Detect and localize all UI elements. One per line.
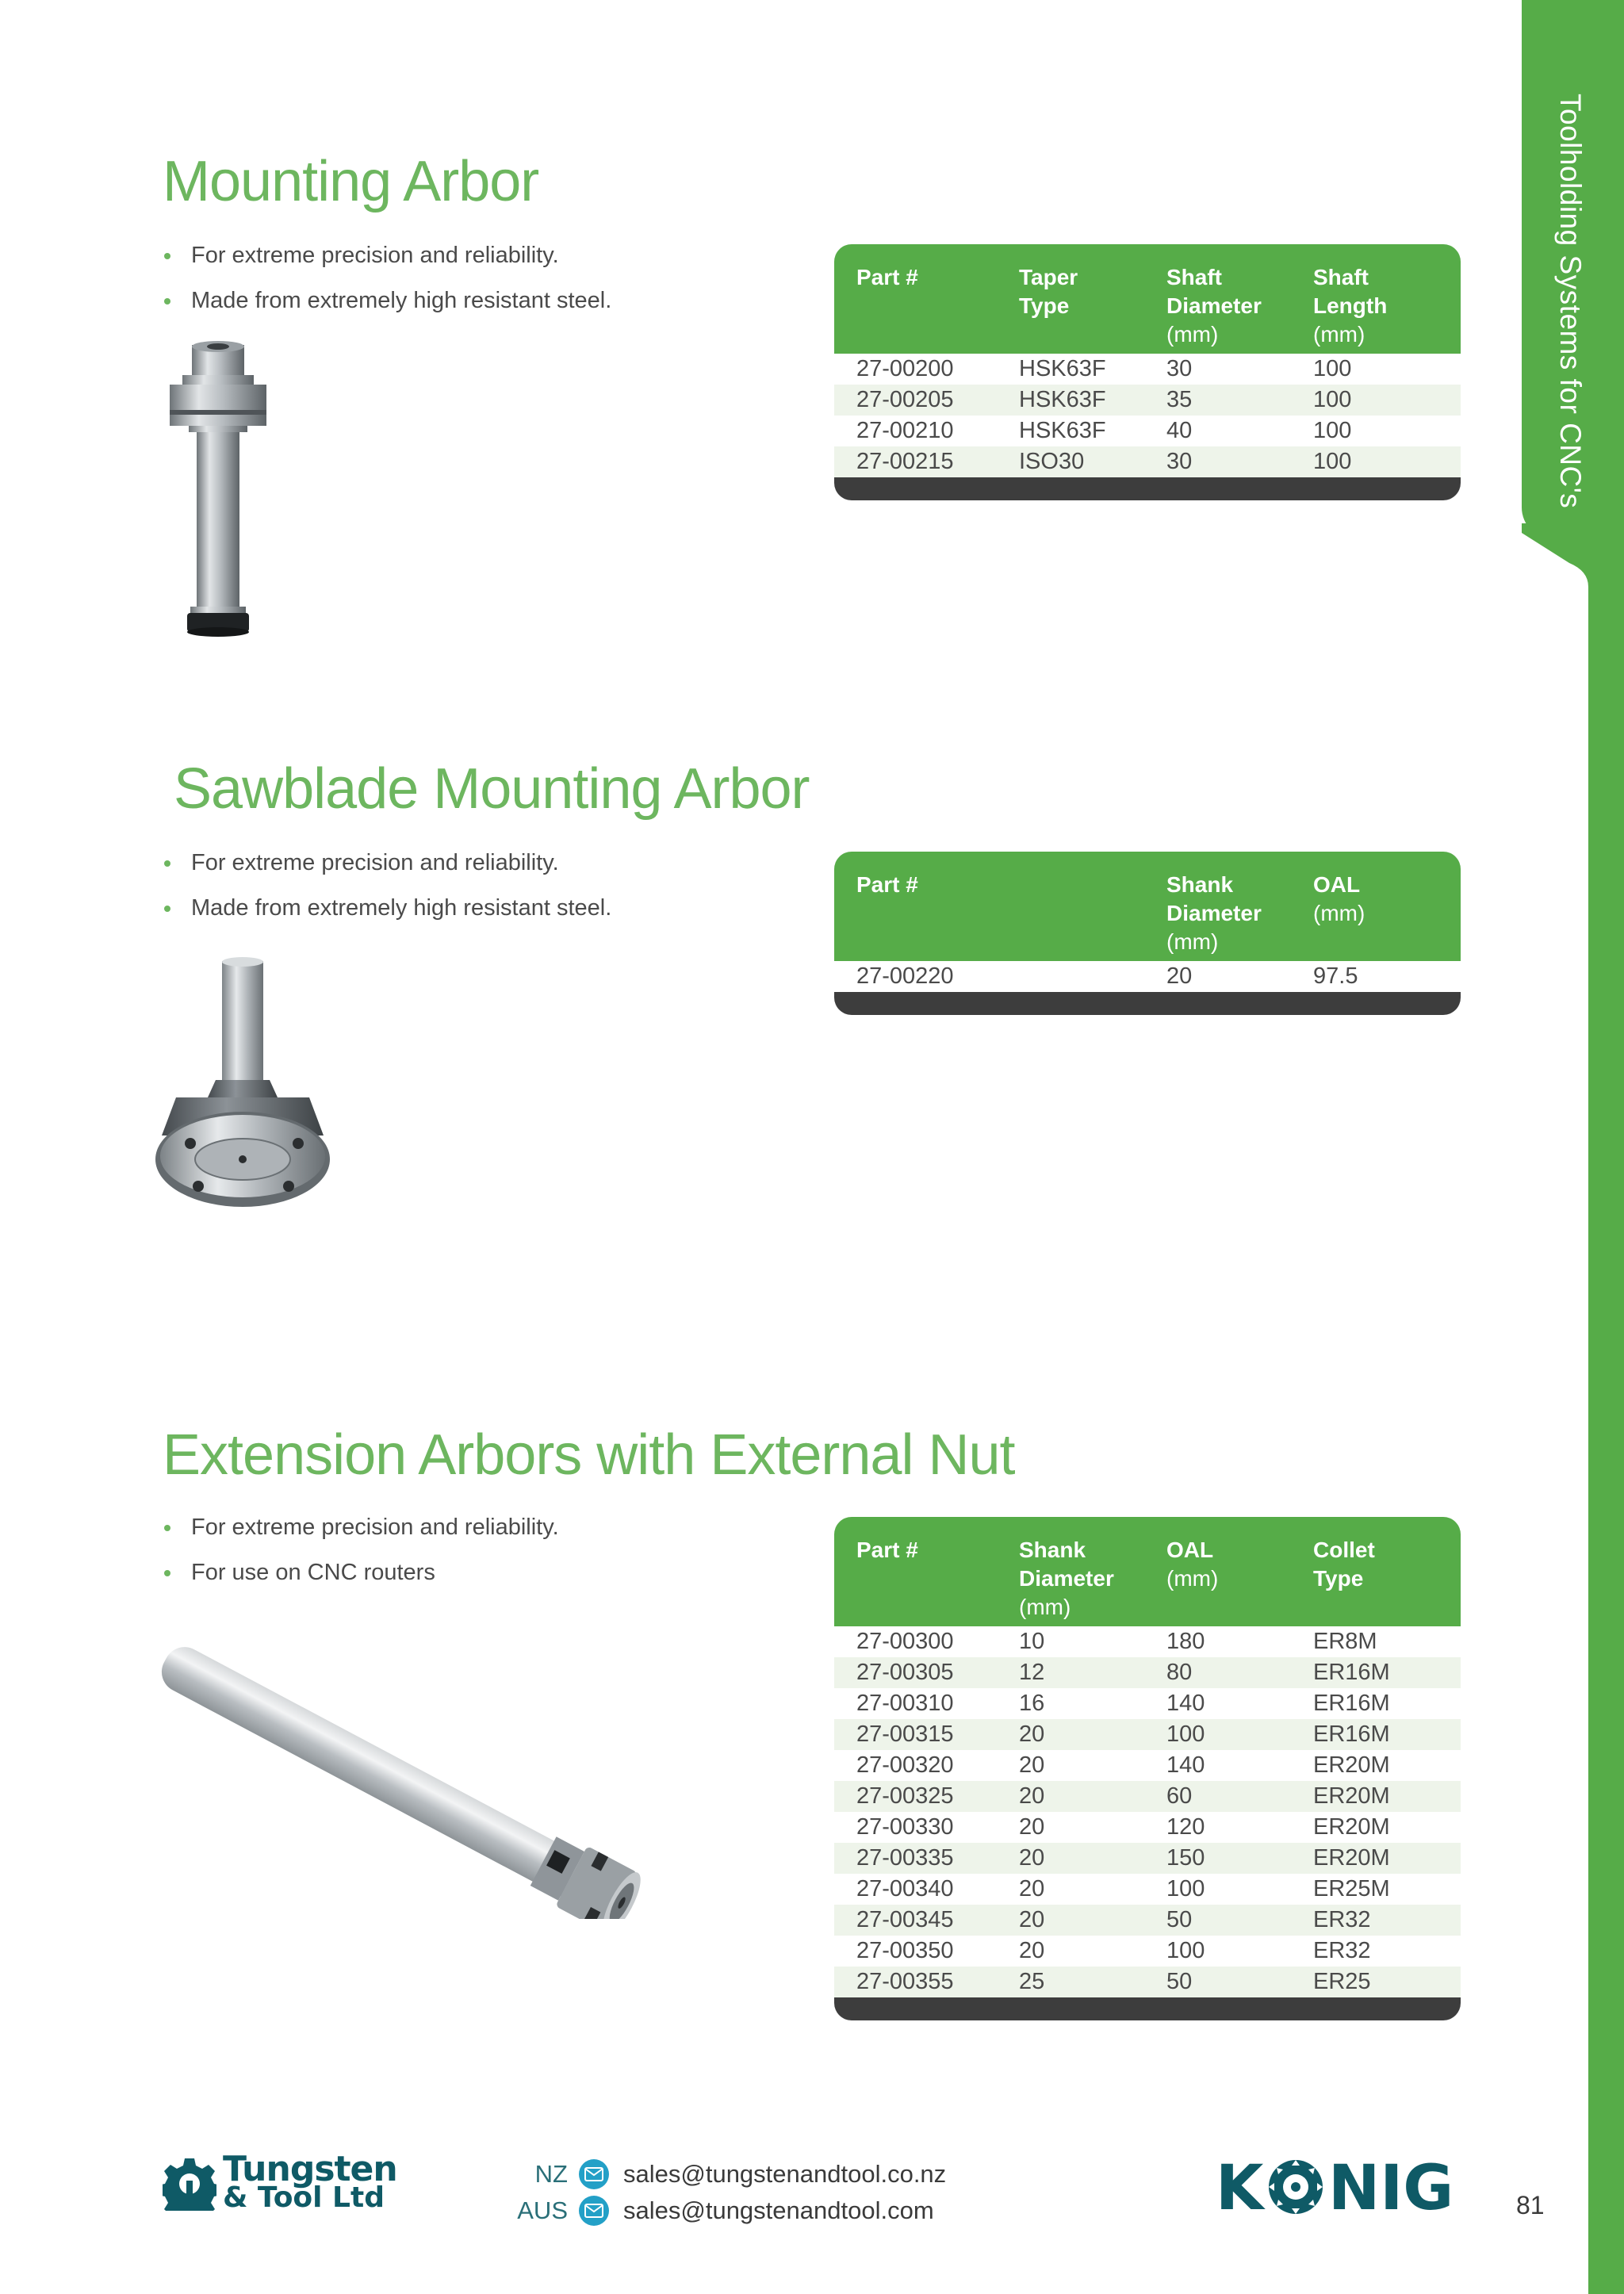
header-empty xyxy=(1019,871,1166,961)
header-part: Part # xyxy=(856,872,918,897)
table-header xyxy=(834,852,1461,961)
table-row: 27-00215 ISO30 30 100 xyxy=(834,446,1461,477)
table-mounting-arbor xyxy=(834,244,1461,500)
table-footer-bar xyxy=(834,477,1461,500)
table-body xyxy=(834,1626,1461,1997)
table-row: 27-00355 25 50 ER25 xyxy=(834,1967,1461,1997)
table-row: 27-00220 20 97.5 xyxy=(856,963,1358,989)
bullet-item: For extreme precision and reliability. xyxy=(163,239,611,285)
side-tab-notch xyxy=(1522,523,1588,595)
mounting-arbor-image xyxy=(159,337,301,658)
header-shaft-length: Shaft Length (mm) xyxy=(1313,265,1388,347)
tungsten-gear-icon xyxy=(163,2157,216,2211)
table-sawblade-arbor xyxy=(834,852,1461,1015)
header-collet-type: Collet Type xyxy=(1313,1538,1375,1591)
header-part: Part # xyxy=(856,265,918,289)
sidebar-title xyxy=(1522,32,1618,523)
contact-row-nz: NZ sales@tungstenandtool.co.nz xyxy=(534,2160,947,2188)
bullet-item: Made from extremely high resistant steel. xyxy=(163,892,611,937)
table-footer-bar xyxy=(834,992,1461,1015)
table-row: 27-00315 20 100 ER16M xyxy=(834,1719,1461,1750)
mail-icon xyxy=(579,2159,609,2189)
section-title-sawblade-mounting-arbor: Sawblade Mounting Arbor xyxy=(174,757,810,821)
brand-line-2: & Tool Ltd xyxy=(223,2181,385,2214)
svg-text:K: K xyxy=(1216,2157,1264,2217)
table-header xyxy=(834,244,1461,354)
table-footer-bar xyxy=(834,1997,1461,2020)
table-row: 27-00350 20 100 ER32 xyxy=(856,1938,1371,1963)
section-title-extension-arbors: Extension Arbors with External Nut xyxy=(163,1423,1015,1487)
bullet-list xyxy=(163,239,611,330)
table-row: 27-00300 10 180 ER8M xyxy=(856,1629,1377,1654)
bullet-item: For extreme precision and reliability. xyxy=(163,847,611,892)
header-oal: OAL (mm) xyxy=(1313,872,1365,925)
email-link-aus[interactable]: sales@tungstenandtool.com xyxy=(623,2196,934,2224)
bullet-list xyxy=(163,847,611,937)
contact-block xyxy=(512,2156,946,2229)
table-row: 27-00340 20 100 ER25M xyxy=(856,1876,1390,1901)
table-row: 27-00210 HSK63F 40 100 xyxy=(856,418,1352,443)
header-shaft-diameter: Shaft Diameter (mm) xyxy=(1166,265,1262,347)
bullet-item: Made from extremely high resistant steel. xyxy=(163,285,611,330)
tungsten-tool-logo xyxy=(163,2149,397,2214)
table-row: 27-00320 20 140 ER20M xyxy=(856,1752,1390,1778)
table-row: 27-00325 20 60 ER20M xyxy=(834,1781,1461,1812)
table-row: 27-00335 20 150 ER20M xyxy=(834,1843,1461,1874)
table-body xyxy=(834,354,1461,477)
table-body xyxy=(834,961,1461,992)
table-row: 27-00200 HSK63F 30 100 xyxy=(856,356,1352,381)
header-taper-type: Taper Type xyxy=(1019,265,1078,318)
header-shank-diameter: Shank Diameter (mm) xyxy=(1019,1538,1114,1619)
extension-arbor-image xyxy=(159,1618,730,1923)
sawblade-arbor-image xyxy=(143,952,365,1273)
svg-text:NIG: NIG xyxy=(1328,2157,1454,2217)
table-row: 27-00305 12 80 ER16M xyxy=(834,1657,1461,1688)
bullet-list xyxy=(163,1511,559,1602)
section-title-mounting-arbor: Mounting Arbor xyxy=(163,150,539,213)
table-extension-arbors xyxy=(834,1517,1461,2020)
table-header xyxy=(834,1517,1461,1626)
header-shank-diameter: Shank Diameter (mm) xyxy=(1166,872,1262,954)
mail-icon xyxy=(579,2196,609,2226)
table-row: 27-00205 HSK63F 35 100 xyxy=(834,385,1461,416)
sawblade-icon xyxy=(1269,2160,1323,2214)
table-row: 27-00345 20 50 ER32 xyxy=(834,1905,1461,1936)
header-oal: OAL (mm) xyxy=(1166,1538,1219,1591)
bullet-item: For extreme precision and reliability. xyxy=(163,1511,559,1557)
email-link-nz[interactable]: sales@tungstenandtool.co.nz xyxy=(623,2160,947,2188)
bullet-item: For use on CNC routers xyxy=(163,1557,559,1602)
brand-line-1: Tungsten xyxy=(223,2149,397,2189)
contact-row-aus: AUS sales@tungstenandtool.com xyxy=(517,2196,934,2224)
konig-logo xyxy=(1216,2157,1463,2221)
table-row: 27-00310 16 140 ER16M xyxy=(856,1691,1390,1716)
page-number: 81 xyxy=(1516,2191,1545,2219)
header-part: Part # xyxy=(856,1538,918,1562)
sidebar-title-text: Toolholding Systems for CNC's xyxy=(1554,94,1587,509)
table-row: 27-00330 20 120 ER20M xyxy=(856,1814,1390,1840)
